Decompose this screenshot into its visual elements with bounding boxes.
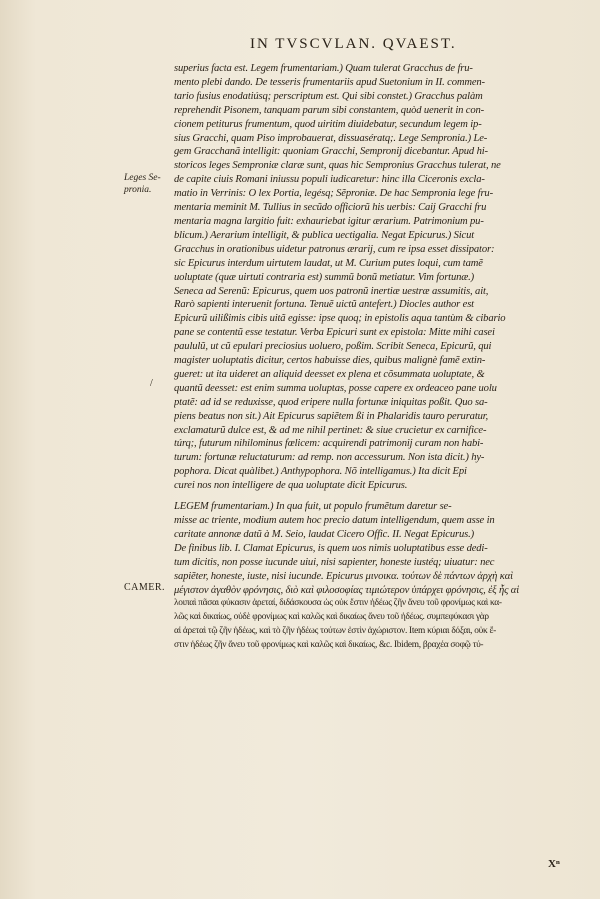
- text-line: exclamaturũ dulce est, & ad me nihil pertinet: & siue crucietur ex carnifice-: [174, 424, 487, 436]
- text-line: mentaria meminit M. Tullius in secũdo officiorũ his uerbis: Caij Gracchi fru: [174, 202, 487, 214]
- text-line: pophora. Dicat quàlibet.) Anthypophora. Nõ intelligamus.) Ita dicit Epi: [174, 466, 467, 478]
- greek-line: λοιπαὶ πᾶσαι φύκασιν ἀρεταί, διδάσκουσα ὡς οὐκ ἔστιν ἡδέως ζῆν ἄνευ τοῦ φρονίμως καὶ κα-: [174, 598, 502, 609]
- text-line: turum: fortunæ reluctaturum: ad remp. non accessurum. Non ista dicit.) hy-: [174, 452, 485, 464]
- text-line: blicum.) Aerarium intelligit, & publica uectigalia. Negat Epicurus.) Sicut: [174, 229, 475, 241]
- text-line: Epicurũ uilißimis cibis uitã egisse: ipse quoq; in epistolis aqua tantùm & cibario: [174, 313, 506, 325]
- text-line: reprehendit Pisonem, tanquam parum sibi constantem, quòd uenerit in con-: [174, 104, 485, 116]
- text-line: caritate annonæ datũ à M. Seio, laudat Cicero Offic. II. Negat Epicurus.): [174, 528, 474, 540]
- margin-mark: /: [150, 378, 153, 389]
- margin-note-line: pronia.: [124, 185, 152, 195]
- text-line: piens beatus non sit.) Ait Epicurus sapiẽtem ßi in Phalaridis tauro peruratur,: [174, 410, 489, 422]
- greek-line: λῶς καὶ δικαίως, οὐδὲ φρονίμως καὶ καλῶς καὶ δικαίως ἄνευ τοῦ ἡδέως. συμπεφύκασι γὰρ: [174, 612, 489, 623]
- text-line: LEGEM frumentariam.) In qua fuit, ut populo frumẽtum daretur se-: [174, 501, 452, 513]
- text-line: mentaria magna largitio fuit: exhauriebat igitur ærarium. Patrimonium pu-: [174, 215, 484, 227]
- text-line: Gracchus in orationibus uidetur patronus ærarij, cum re ipsa esset dissipator:: [174, 243, 495, 255]
- text-line: tario fusius enodatiúsq; perscriptum est. Qui sibi constet.) Gracchus palàm: [174, 90, 483, 102]
- text-line: gem Gracchanã intelligit: quoniam Gracchi, Sempronij dicebantur. Apud hi-: [174, 146, 488, 158]
- greek-line: στιν ἡδέως ζῆν ἄνευ τοῦ φρονίμως καὶ καλῶς καὶ δικαίως, &c. Ibidem, βραχέα σοφῷ τύ-: [174, 640, 484, 651]
- text-line: sic Epicurus interdum uirtutem laudat, ut M. Curium putes loqui, cum tamẽ: [174, 257, 483, 269]
- text-line: storicos leges Semproniæ claræ sunt, quas hic Sempronius Gracchus tulerat, ne: [174, 160, 501, 172]
- text-line: misse ac triente, modium autem hoc precio datum intelligendum, quem asse in: [174, 515, 495, 526]
- text-line: matio in Verrinis: O lex Portia, legésq; Sẽproniæ. De hac Sempronia lege fru-: [174, 188, 493, 200]
- text-line: Rarò sapienti interuenit fortuna. Tenuẽ uictũ antefert.) Diocles author est: [174, 299, 474, 311]
- margin-note-camer: CAMER.: [124, 582, 166, 593]
- margin-note-line: Leges Se-: [124, 173, 161, 183]
- text-line: tum dicitis, non posse iucunde uiui, nisi sapienter, honeste iustéq; uiuatur: nec: [174, 556, 495, 568]
- text-line: μέγιστον ἀγαθὸν φρόνησις, διὸ καὶ φιλοσοφίας τιμιώτερον ὑπάρχει φρόνησις, ἐξ ἧς αἱ: [174, 584, 520, 596]
- text-line: mento plebi dando. De tesseris frumentariis apud Suetonium in II. commen-: [174, 76, 485, 88]
- text-line: pane se contentũ esse testatur. Verba Epicuri sunt ex epistola: Mitte mihi casei: [174, 327, 495, 339]
- text-line: túrq;, futurum nihilominus fœlicem: acquirendi patrimonij curam non habi-: [174, 438, 484, 450]
- text-line: curei nos non intelligere de qua uoluptate dicit Epicurus.: [174, 480, 408, 492]
- margin-note-leges: [124, 172, 161, 196]
- text-line: superius facta est. Legem frumentariam.) Quam tulerat Gracchus de fru-: [174, 63, 473, 74]
- text-line: Seneca ad Serenũ: Epicurus, quem uos patronũ inertiæ uestræ assumitis, ait,: [174, 285, 489, 297]
- text-line: de capite ciuis Romani iniussu populi iudicaretur: hinc illa Ciceronis excla-: [174, 174, 485, 186]
- main-text: [174, 62, 576, 653]
- text-line: magister uoluptatis dicitur, certos habuisse dies, quibus malignè famẽ extin-: [174, 355, 486, 367]
- text-line: De finibus lib. I. Clamat Epicurus, is quem uos nimis uoluptatibus esse dedi-: [174, 542, 488, 554]
- catchword: Xⁿ: [548, 858, 560, 870]
- text-line: sapiẽter, honeste, iuste, nisi iucunde. Epicurus μινοικα. τούτων δὲ πάντων ἀρχὴ καὶ: [174, 570, 513, 582]
- text-line: gueret: ut ita uideret an aliquid deesset ex plena et cõsummata uoluptate, &: [174, 368, 485, 380]
- running-head: IN TVSCVLAN. QVAEST.: [250, 36, 457, 52]
- text-line: ptatẽ: ad id se reduxisse, quod eripere nulla fortunæ iniquitas poßit. Quo sa-: [174, 396, 488, 408]
- text-line: quantũ deesset: est enim summa uoluptas, posse capere ex ordeaceo pane uolu: [174, 382, 497, 394]
- text-line: sius Gracchi, quam Piso improbauerat, dissuasératq;. Lege Sempronia.) Le-: [174, 132, 488, 144]
- text-line: paululũ, ut cũ epulari preciosius uoluero, poßim. Scribit Seneca, Epicurũ, qui: [174, 341, 492, 353]
- greek-line: αἱ ἀρεταὶ τῷ ζῆν ἡδέως, καὶ τὸ ζῆν ἡδέως τούτων ἐστὶν ἀχώριστον. Item κύριαι δόξαι, οὐκ ἔ-: [174, 626, 496, 637]
- text-line: cionem petiturus frumentum, quod uiritim diuidebatur, secundum legem ip-: [174, 118, 482, 130]
- text-line: uoluptate (quæ uirtuti contraria est) summũ bonũ metiatur. Vim fortunæ.): [174, 271, 475, 283]
